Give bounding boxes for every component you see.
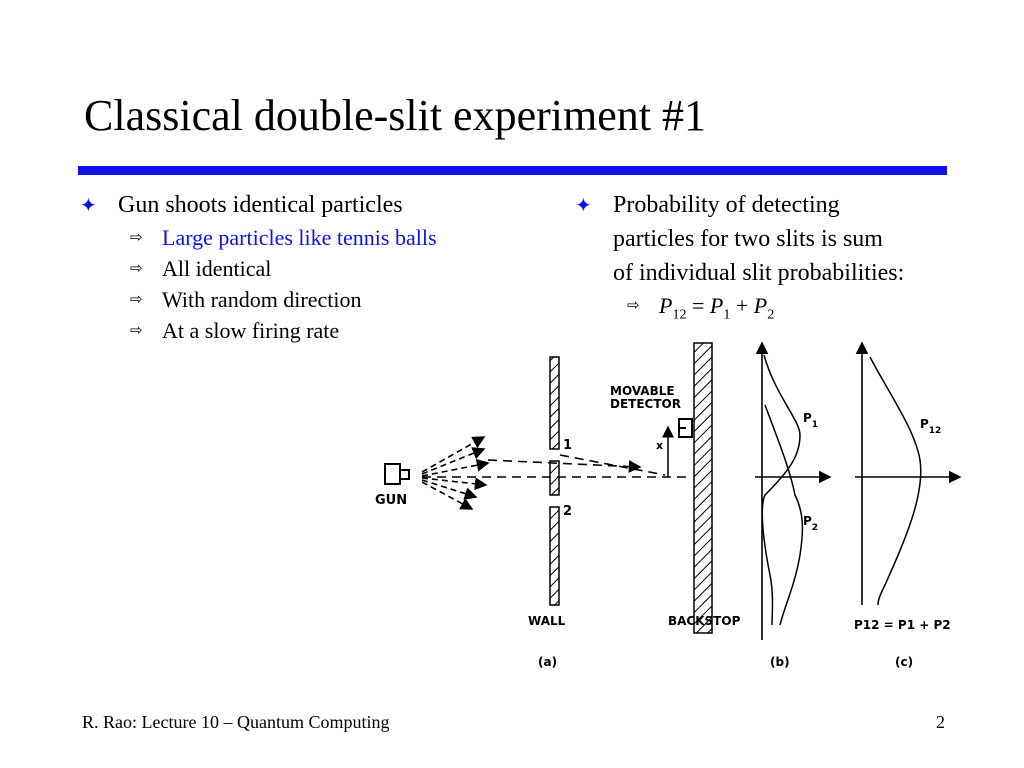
x-label: x bbox=[656, 439, 664, 452]
subbullet-item bbox=[80, 222, 530, 253]
outlined-right-arrow-icon: ⇨ bbox=[130, 321, 143, 339]
outlined-right-arrow-icon: ⇨ bbox=[130, 259, 143, 277]
bullet-line: Probability of detecting bbox=[613, 192, 840, 218]
caption-b: (b) bbox=[770, 655, 790, 669]
backstop bbox=[694, 343, 712, 633]
movable-label: MOVABLE bbox=[610, 384, 675, 398]
slide-footer: R. Rao: Lecture 10 – Quantum Computing bbox=[82, 712, 390, 732]
subbullet-text: Large particles like tennis balls bbox=[162, 225, 437, 250]
outlined-right-arrow-icon: ⇨ bbox=[130, 290, 143, 308]
eq-lhs: P bbox=[659, 293, 673, 318]
page-number: 2 bbox=[936, 712, 945, 732]
outlined-right-arrow-icon: ⇨ bbox=[130, 228, 143, 246]
gun-label: GUN bbox=[375, 493, 408, 508]
formula-label: P12 = P1 + P2 bbox=[854, 618, 951, 632]
bullet-line: particles for two slits is sum bbox=[613, 226, 883, 252]
subbullet-text: At a slow firing rate bbox=[162, 318, 340, 343]
subbullet-text: All identical bbox=[162, 256, 272, 281]
wall-label: WALL bbox=[528, 614, 566, 628]
caption-c: (c) bbox=[895, 655, 914, 669]
panel-b-plot bbox=[755, 343, 830, 640]
particle-arrows bbox=[422, 437, 488, 509]
slit-1-label: 1 bbox=[563, 438, 573, 453]
double-slit-svg bbox=[360, 335, 980, 685]
slide-title: Classical double-slit experiment #1 bbox=[84, 91, 706, 140]
bullet-item bbox=[575, 188, 995, 290]
double-slit-diagram bbox=[360, 335, 980, 685]
outlined-right-arrow-icon: ⇨ bbox=[627, 296, 640, 314]
caption-a: (a) bbox=[538, 655, 558, 669]
p1-label: $P_1$ bbox=[803, 411, 819, 430]
eq-term1: P bbox=[709, 293, 724, 318]
eq-term2: P bbox=[753, 293, 768, 318]
four-pointed-star-icon: ✦ bbox=[80, 193, 97, 217]
detector-label: DETECTOR bbox=[610, 397, 681, 411]
subbullet-text: With random direction bbox=[162, 287, 362, 312]
bullet-item bbox=[80, 188, 530, 222]
four-pointed-star-icon: ✦ bbox=[575, 193, 592, 217]
subbullet-item bbox=[80, 284, 530, 315]
left-bullets bbox=[80, 188, 530, 346]
title-divider bbox=[78, 166, 947, 175]
gun-icon bbox=[385, 464, 409, 484]
movable-detector-icon bbox=[679, 419, 692, 437]
p12-label: $P_{12}$ bbox=[920, 417, 942, 436]
slit-2-label: 2 bbox=[563, 504, 573, 519]
p2-label: $P_2$ bbox=[803, 514, 819, 533]
right-bullets bbox=[575, 188, 995, 330]
bullet-text: Gun shoots identical particles bbox=[118, 192, 403, 218]
panel-c-plot bbox=[855, 343, 960, 605]
wall bbox=[550, 357, 559, 605]
probability-equation: ⇨ $P_{12} = P_1 + P_2$ bbox=[575, 290, 995, 330]
subbullet-item bbox=[80, 253, 530, 284]
bullet-line: of individual slit probabilities: bbox=[613, 260, 905, 286]
backstop-label: BACKSTOP bbox=[668, 614, 741, 628]
